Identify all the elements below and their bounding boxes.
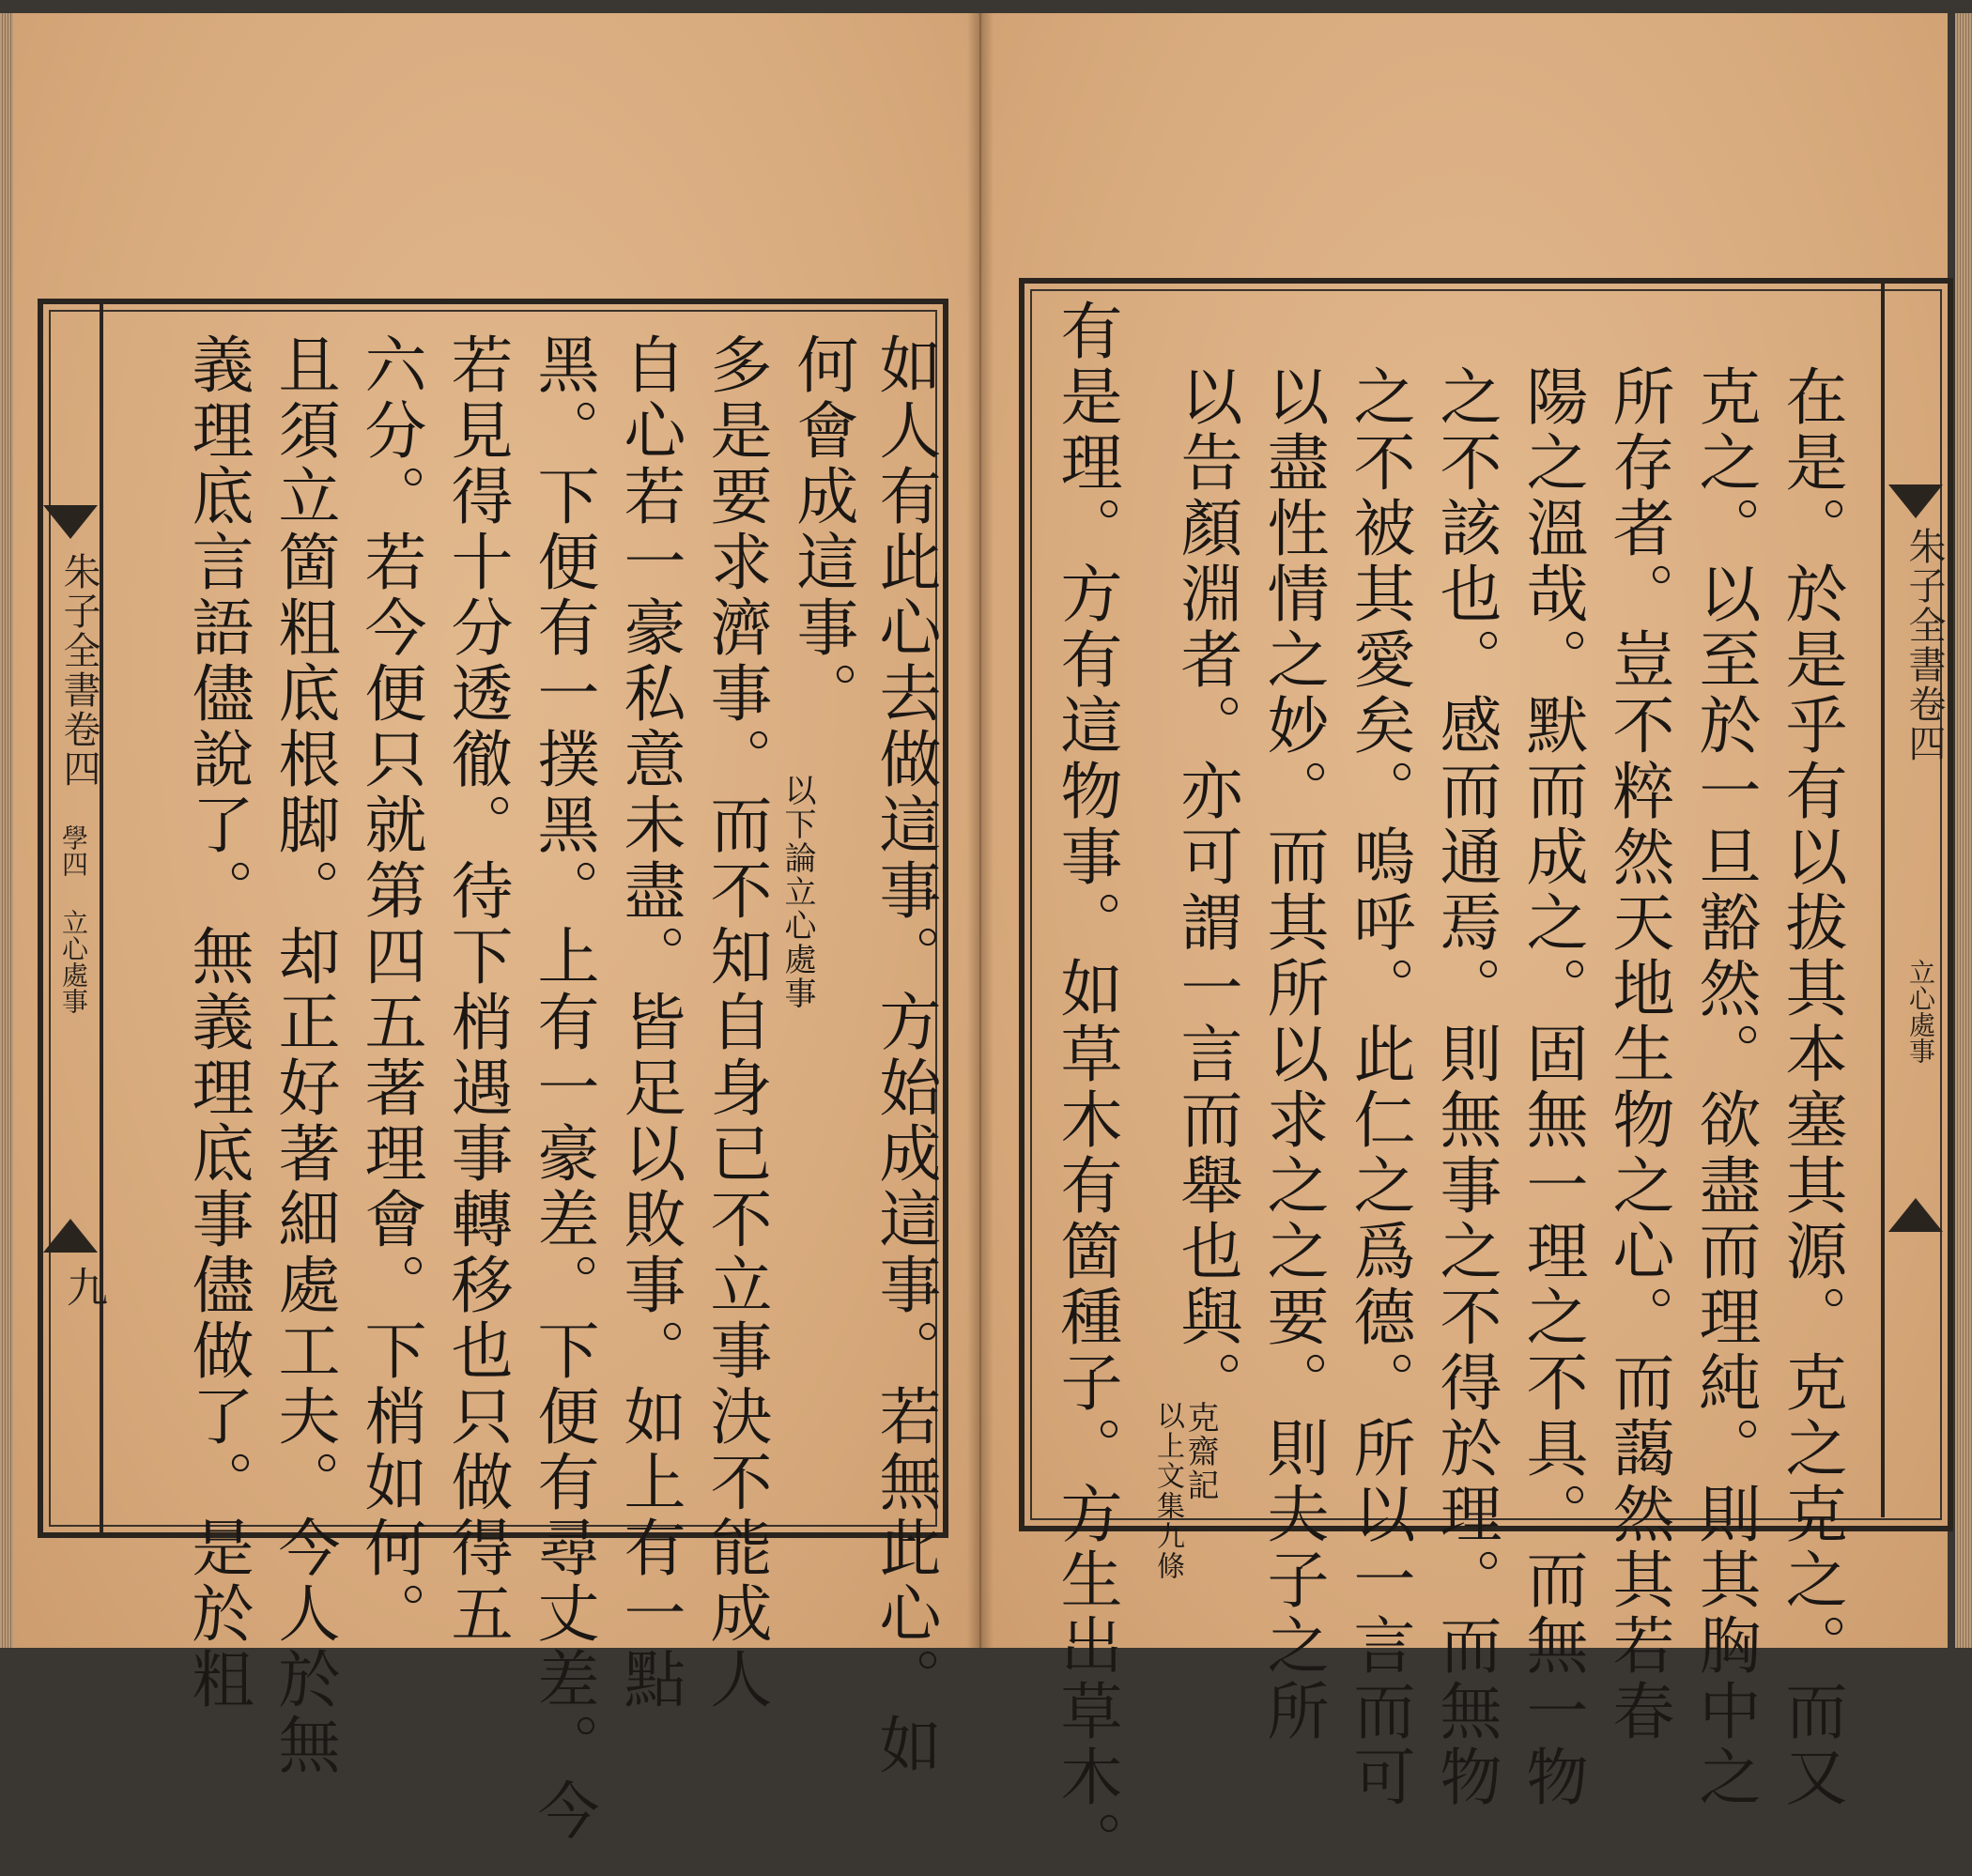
margin-title: 朱子全書卷四 — [1903, 527, 1946, 763]
left-column-8: 且須立箇粗底根脚。却正好著細處工夫。今人於無 — [268, 332, 340, 1778]
right-margin-strip — [1881, 278, 1947, 1517]
left-column-1: 如人有此心去做這事。方始成這事。若無此心。如 — [869, 332, 941, 1778]
right-column-2: 克之。以至於一旦豁然。欲盡而理純。則其胸中之 — [1688, 364, 1761, 1810]
fish-tail-bottom — [1888, 1198, 1943, 1232]
fish-tail-bottom — [43, 1219, 98, 1253]
right-column-8: 以告顏淵者。亦可謂一言而舉也與。 — [1170, 364, 1242, 1416]
left-column-2: 何會成這事。 — [786, 332, 858, 727]
margin-rule — [1881, 278, 1885, 1517]
left-column-3: 多是要求濟事。而不知自身已不立事決不能成人 — [700, 332, 772, 1713]
margin-folio: 九 — [59, 1266, 107, 1307]
right-column-4: 陽之溫哉。默而成之。固無一理之不具。而無一物 — [1516, 364, 1588, 1810]
left-margin-strip — [38, 299, 107, 1538]
right-column-5: 之不該也。感而通焉。則無事之不得於理。而無物 — [1429, 364, 1502, 1810]
fish-tail-top — [43, 505, 98, 539]
margin-rule — [100, 299, 103, 1538]
right-text-frame — [1019, 278, 1953, 1876]
margin-section: 學四 — [58, 824, 89, 877]
right-column-7: 以盡性情之妙。而其所以求之之要。則夫子之所 — [1256, 364, 1329, 1745]
left-column-5: 黑。下便有一撲黑。上有一豪差。下便有尋丈差。今 — [527, 332, 599, 1844]
margin-topic: 立心處事 — [58, 909, 89, 1014]
left-column-7: 六分。若今便只就第四五著理會。下梢如何。 — [354, 332, 426, 1647]
fish-tail-top — [1888, 484, 1943, 518]
left-text-frame — [38, 299, 948, 1844]
margin-title: 朱子全書卷四 — [57, 552, 100, 789]
right-column-6: 之不被其愛矣。嗚呼。此仁之爲德。所以一言而可 — [1343, 364, 1415, 1810]
right-page-edge — [1955, 13, 1972, 1648]
right-column-3: 所存者。豈不粹然天地生物之心。而藹然其若春 — [1602, 364, 1674, 1745]
right-note-count: 以上文集九條 — [1151, 1401, 1184, 1581]
left-column-9: 義理底言語儘說了。無義理底事儘做了。是於粗 — [181, 332, 254, 1713]
left-column-6: 若見得十分透徹。待下梢遇事轉移也只做得五 — [440, 332, 513, 1647]
right-column-1: 在是。於是乎有以拔其本塞其源。克之克之。而又 — [1775, 364, 1847, 1810]
book-gutter — [967, 13, 994, 1648]
left-note-heading: 以下論立心處事 — [778, 774, 816, 1010]
left-column-4: 自心若一豪私意未盡。皆足以敗事。如上有一點 — [613, 332, 686, 1713]
right-column-9: 有是理。方有這物事。如草木有箇種子。方生出草木。 — [1050, 299, 1122, 1876]
right-note-source: 克齋記 — [1181, 1401, 1219, 1502]
margin-topic: 立心處事 — [1905, 959, 1936, 1064]
